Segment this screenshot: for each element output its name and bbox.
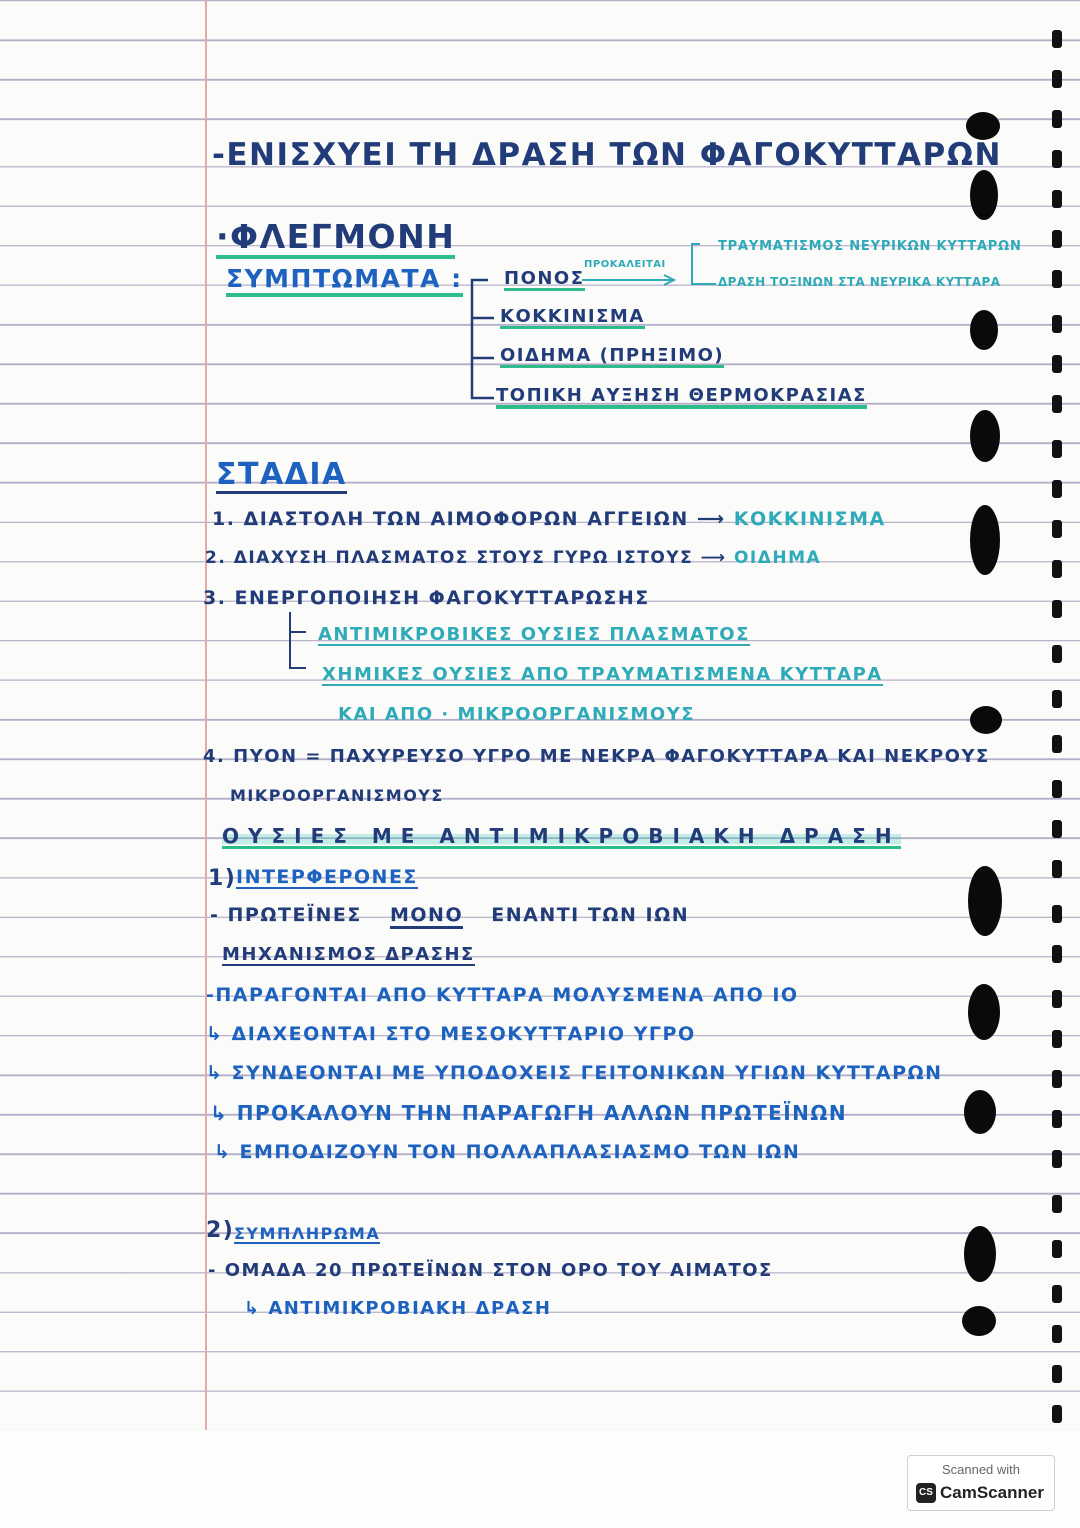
- stage-1-result: ΚΟΚΚΙΝΙΣΜΑ: [733, 508, 886, 530]
- page-title-text: -ΕΝΙΣΧΥΕΙ ΤΗ ΔΡΑΣΗ ΤΩΝ ΦΑΓΟΚΥΤΤΑΡΩΝ: [212, 137, 1003, 173]
- interferons-desc: [210, 906, 689, 925]
- interferons-desc-b: ΕΝΑΝΤΙ ΤΩΝ ΙΩΝ: [491, 904, 690, 926]
- arrow-icon: ⟶: [696, 508, 726, 530]
- mechanism-step-text: ΠΡΟΚΑΛΟΥΝ ΤΗΝ ΠΑΡΑΓΩΓΗ ΑΛΛΩΝ ΠΡΩΤΕΪΝΩΝ: [236, 1101, 848, 1125]
- arrow-icon: ⟶: [700, 548, 727, 568]
- stage-1: [212, 510, 886, 529]
- return-arrow-icon: ↳: [244, 1298, 269, 1319]
- stages-heading: ΣΤΑΔΙΑ: [216, 457, 347, 492]
- page-title: [212, 137, 1003, 173]
- mechanism-step-text: ΣΥΝΔΕΟΝΤΑΙ ΜΕ ΥΠΟΔΟΧΕΙΣ ΓΕΙΤΟΝΙΚΩΝ ΥΓΙΩΝ ΚΥΤΤΑΡΩΝ: [231, 1062, 943, 1084]
- scanner-watermark: [907, 1455, 1055, 1511]
- mechanism-step: [210, 1103, 847, 1123]
- return-arrow-icon: ↳: [206, 1062, 232, 1084]
- stage-4-cont: ΜΙΚΡΟΟΡΓΑΝΙΣΜΟΥΣ: [230, 786, 444, 805]
- interferons-desc-a: - ΠΡΩΤΕΪΝΕΣ: [210, 904, 362, 926]
- mechanism-step: [206, 1025, 696, 1044]
- return-arrow-icon: ↳: [214, 1141, 240, 1163]
- scanner-caption: Scanned with: [941, 1462, 1021, 1477]
- stage-3-item-cont: ΚΑΙ ΑΠΟ · ΜΙΚΡΟΟΡΓΑΝΙΣΜΟΥΣ: [338, 704, 696, 725]
- camscanner-logo-icon: CS: [916, 1483, 936, 1503]
- interferons-desc-mono: ΜΟΝΟ: [390, 904, 463, 929]
- mechanism-step: -ΠΑΡΑΓΟΝΤΑΙ ΑΠΟ ΚΥΤΤΑΡΑ ΜΟΛΥΣΜΕΝΑ ΑΠΟ ΙΟ: [206, 984, 799, 1006]
- stage-2-result: ΟΙΔΗΜΑ: [733, 548, 822, 568]
- interferons-number: 1): [208, 866, 237, 891]
- symptom-item: ΠΟΝΟΣ: [504, 268, 585, 289]
- stage-3: 3. ΕΝΕΡΓΟΠΟΙΗΣΗ ΦΑΓΟΚΥΤΤΑΡΩΣΗΣ: [203, 587, 650, 609]
- mechanism-step-text: ΔΙΑΧΕΟΝΤΑΙ ΣΤΟ ΜΕΣΟΚΥΤΤΑΡΙΟ ΥΓΡΟ: [231, 1023, 696, 1045]
- arrow-label: ΠΡΟΚΑΛΕΙΤΑΙ: [584, 259, 666, 270]
- substances-heading: ΟΥΣΙΕΣ ΜΕ ΑΝΤΙΜΙΚΡΟΒΙΑΚΗ ΔΡΑΣΗ: [222, 824, 901, 848]
- stage-4: 4. ΠΥΟΝ = ΠΑΧΥΡΕΥΣΟ ΥΓΡΟ ΜΕ ΝΕΚΡΑ ΦΑΓΟΚΥΤΤΑΡΑ ΚΑΙ ΝΕΚΡΟΥΣ: [203, 746, 990, 767]
- stage-3-item: ΑΝΤΙΜΙΚΡΟΒΙΚΕΣ ΟΥΣΙΕΣ ΠΛΑΣΜΑΤΟΣ: [318, 624, 750, 645]
- symptom-item: ΤΟΠΙΚΗ ΑΥΞΗΣΗ ΘΕΡΜΟΚΡΑΣΙΑΣ: [496, 387, 867, 409]
- scanner-name: CamScanner: [940, 1483, 1044, 1502]
- stage-2-text: 2. ΔΙΑΧΥΣΗ ΠΛΑΣΜΑΤΟΣ ΣΤΟΥΣ ΓΥΡΩ ΙΣΤΟΥΣ: [205, 548, 694, 568]
- cause-item: ΤΡΑΥΜΑΤΙΣΜΟΣ ΝΕΥΡΙΚΩΝ ΚΥΤΤΑΡΩΝ: [718, 239, 1022, 254]
- complement-number: 2): [206, 1218, 235, 1243]
- stage-2: [205, 550, 821, 567]
- mechanism-step: [214, 1143, 800, 1162]
- complement-desc: - ΟΜΑΔΑ 20 ΠΡΩΤΕΪΝΩΝ ΣΤΟΝ ΟΡΟ ΤΟΥ ΑΙΜΑΤΟΣ: [208, 1260, 773, 1281]
- return-arrow-icon: ↳: [206, 1023, 232, 1045]
- stage-3-item: ΧΗΜΙΚΕΣ ΟΥΣΙΕΣ ΑΠΟ ΤΡΑΥΜΑΤΙΣΜΕΝΑ ΚΥΤΤΑΡΑ: [322, 664, 883, 685]
- symptom-item: ΟΙΔΗΜΑ (ΠΡΗΞΙΜΟ): [500, 345, 725, 366]
- complement-sub: [244, 1300, 551, 1318]
- mechanism-step: [206, 1064, 943, 1083]
- complement-title: ΣΥΜΠΛΗΡΩΜΑ: [234, 1224, 381, 1243]
- mechanism-heading: ΜΗΧΑΝΙΣΜΟΣ ΔΡΑΣΗΣ: [222, 944, 475, 965]
- stage-1-text: 1. ΔΙΑΣΤΟΛΗ ΤΩΝ ΑΙΜΟΦΟΡΩΝ ΑΓΓΕΙΩΝ: [212, 508, 689, 530]
- cause-item: ΔΡΑΣΗ ΤΟΞΙΝΩΝ ΣΤΑ ΝΕΥΡΙΚΑ ΚΥΤΤΑΡΑ: [718, 275, 1001, 289]
- interferons-title: ΙΝΤΕΡΦΕΡΟΝΕΣ: [236, 866, 418, 888]
- symptom-item: ΚΟΚΚΙΝΙΣΜΑ: [500, 306, 645, 327]
- complement-sub-text: ΑΝΤΙΜΙΚΡΟΒΙΑΚΗ ΔΡΑΣΗ: [268, 1298, 552, 1319]
- section-title-inflammation: ·ΦΛΕΓΜΟΝΗ: [216, 220, 455, 259]
- return-arrow-icon: ↳: [210, 1101, 237, 1125]
- symptoms-label: ΣΥΜΠΤΩΜΑΤΑ :: [226, 266, 463, 297]
- mechanism-step-text: ΕΜΠΟΔΙΖΟΥΝ ΤΟΝ ΠΟΛΛΑΠΛΑΣΙΑΣΜΟ ΤΩΝ ΙΩΝ: [239, 1141, 801, 1163]
